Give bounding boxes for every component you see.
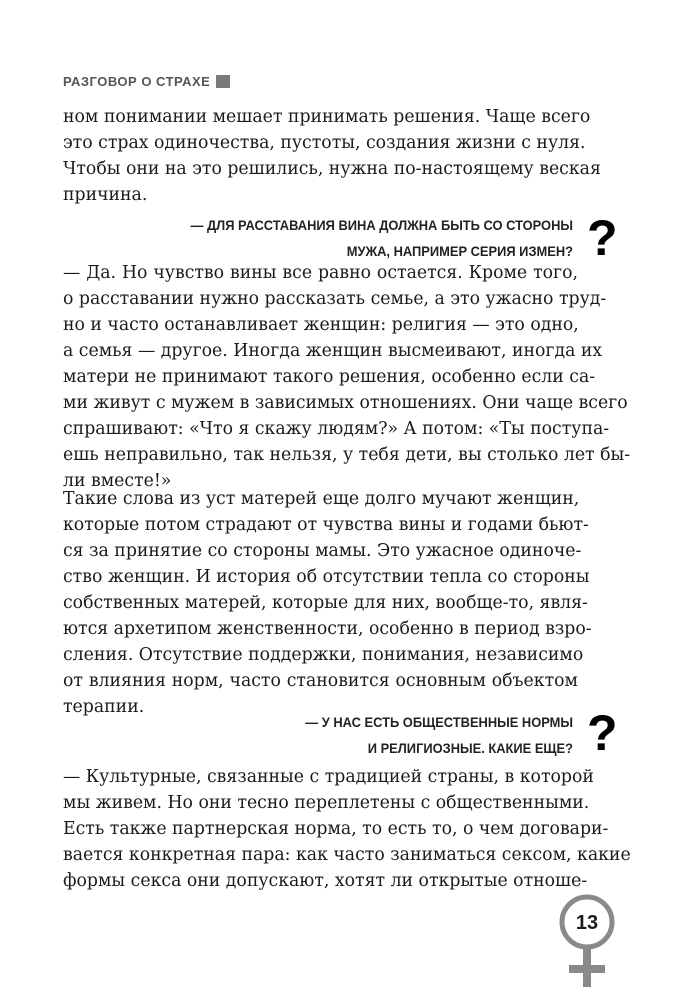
text-line: матери не принимают такого решения, особенно если са-: [63, 367, 596, 387]
text-line: а семья — другое. Иногда женщин высмеивают, иногда их: [63, 341, 603, 361]
paragraph-1: [63, 104, 601, 208]
text-line: о расставании нужно рассказать семье, а это ужасно труд-: [63, 289, 607, 309]
text-line: от влияния норм, часто становится основным объектом: [63, 671, 578, 691]
question-1: [104, 212, 573, 264]
header-square-icon: [216, 75, 230, 88]
text-line: — Культурные, связанные с традицией страны, в которой: [63, 767, 594, 787]
question-line: И РЕЛИГИОЗНЫЕ. КАКИЕ ЕЩЕ?: [367, 740, 573, 756]
text-line: но и часто останавливает женщин: религия — это одно,: [63, 315, 579, 335]
text-line: которые потом страдают от чувства вины и годами бьют-: [63, 515, 589, 535]
paragraph-4: [63, 764, 631, 894]
text-line: Есть также партнерская норма, то есть то, о чем договари-: [63, 819, 609, 839]
text-line: ство женщин. И история об отсутствии тепла со стороны: [63, 567, 590, 587]
text-line: сления. Отсутствие поддержки, понимания, независимо: [63, 645, 584, 665]
paragraph-3: [63, 486, 592, 720]
text-line: — Да. Но чувство вины все равно остается. Кроме того,: [63, 263, 578, 283]
text-line: мы живем. Но они тесно переплетены с общественными.: [63, 793, 590, 813]
question-2: [104, 709, 573, 761]
running-title: РАЗГОВОР О СТРАХЕ: [63, 73, 211, 89]
text-line: Чтобы они на это решились, нужна по-настоящему веская: [63, 159, 601, 179]
text-line: Такие слова из уст матерей еще долго мучают женщин,: [63, 489, 580, 509]
text-line: собственных матерей, которые для них, вообще-то, явля-: [63, 593, 588, 613]
question-line: МУЖА, НАПРИМЕР СЕРИЯ ИЗМЕН?: [346, 243, 573, 259]
paragraph-2: [63, 260, 631, 494]
question-line: — У НАС ЕСТЬ ОБЩЕСТВЕННЫЕ НОРМЫ: [305, 714, 573, 730]
text-line: это страх одиночества, пустоты, создания жизни с нуля.: [63, 133, 586, 153]
page-number: 13: [575, 912, 599, 934]
text-line: формы секса они допускают, хотят ли открытые отноше-: [63, 871, 588, 891]
text-line: ли вместе!»: [63, 471, 172, 491]
text-line: терапии.: [63, 697, 145, 717]
running-header: [63, 71, 230, 91]
text-line: ном понимании мешает принимать решения. Чаще всего: [63, 107, 591, 127]
text-line: спрашивают: «Что я скажу людям?» А потом: «Ты поступа-: [63, 419, 610, 439]
text-line: причина.: [63, 185, 148, 205]
text-line: ешь неправильно, так нельзя, у тебя дети, вы столько лет бы-: [63, 445, 631, 465]
text-line: ся за принятие со стороны мамы. Это ужасное одиноче-: [63, 541, 582, 561]
text-line: ются архетипом женственности, особенно в период взро-: [63, 619, 592, 639]
question-mark-icon: ?: [587, 705, 618, 761]
question-line: — ДЛЯ РАССТАВАНИЯ ВИНА ДОЛЖНА БЫТЬ СО СТОРОНЫ: [190, 217, 573, 233]
text-line: ми живут с мужем в зависимых отношениях. Они чаще всего: [63, 393, 628, 413]
text-line: вается конкретная пара: как часто заниматься сексом, какие: [63, 845, 631, 865]
question-mark-icon: ?: [587, 210, 618, 266]
female-symbol-icon: [556, 893, 618, 993]
page-number-badge: [556, 893, 618, 993]
